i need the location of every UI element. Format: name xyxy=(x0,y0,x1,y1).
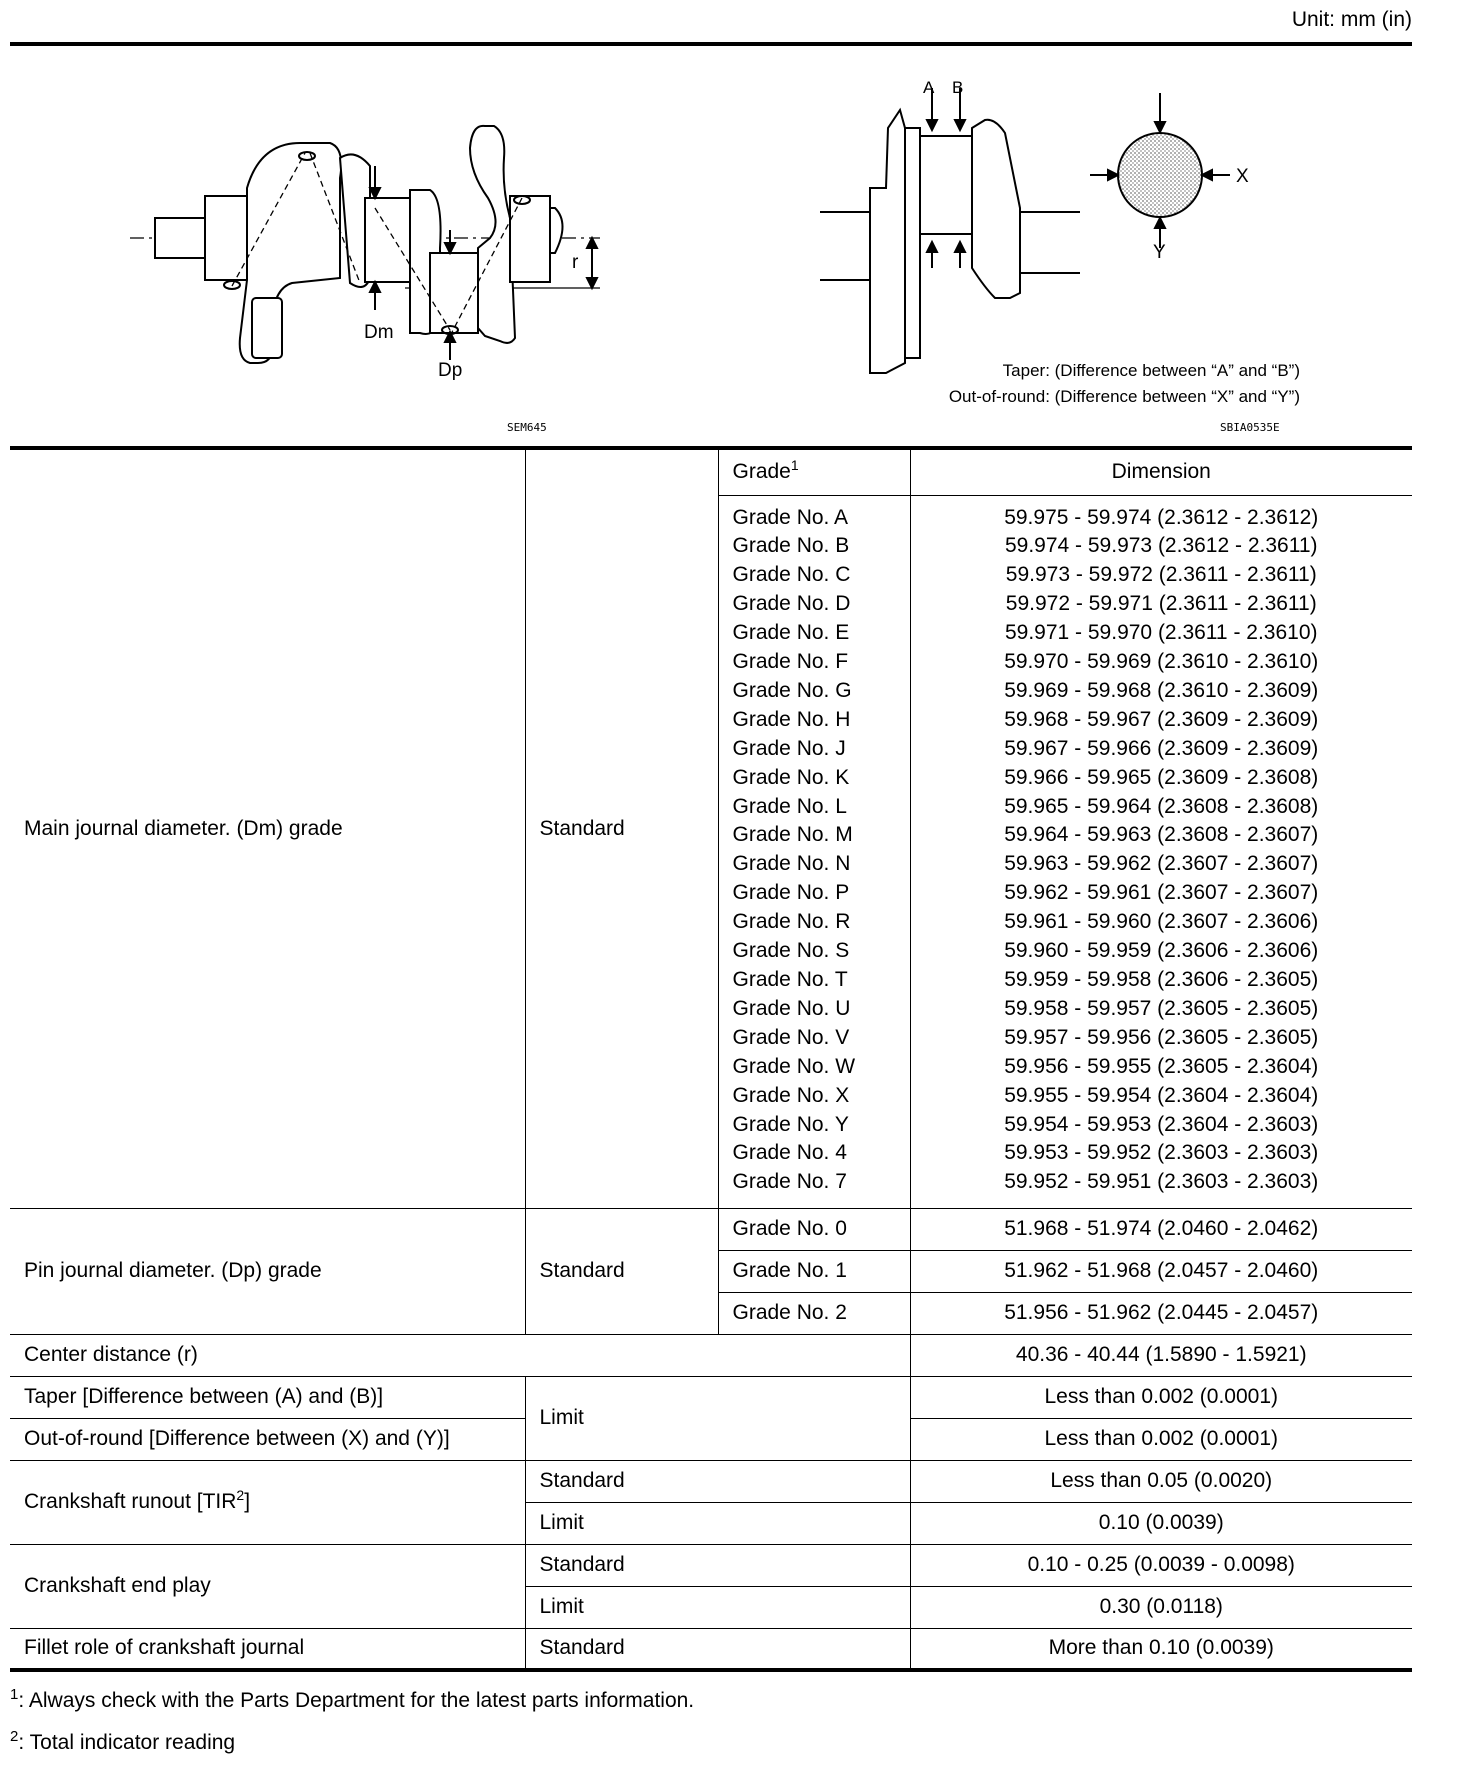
main-grade-item: Grade No. S xyxy=(732,939,850,963)
fillet-row xyxy=(10,1628,1412,1670)
main-dimension-item: 59.974 - 59.973 (2.3612 - 2.3611) xyxy=(1004,534,1318,558)
main-grade-item: Grade No. F xyxy=(732,650,849,674)
top-rule xyxy=(10,42,1412,46)
fillet-value: More than 0.10 (0.0039) xyxy=(910,1628,1412,1670)
main-grade-item: Grade No. U xyxy=(732,996,851,1020)
main-dimension-item: 59.967 - 59.966 (2.3609 - 2.3609) xyxy=(1004,736,1319,760)
y-label: Y xyxy=(1153,242,1166,263)
footnote-2: $^2$: Total indicator reading xyxy=(10,1728,236,1754)
main-grade-item: Grade No. N xyxy=(732,852,851,876)
main-grade-item: Grade No. H xyxy=(732,707,851,731)
main-dimension-item: 59.959 - 59.958 (2.3606 - 2.3605) xyxy=(1004,968,1319,991)
taper-note: Taper: (Difference between “A” and “B”) xyxy=(1002,361,1300,380)
main-dimension-item: 59.970 - 59.969 (2.3610 - 2.3610) xyxy=(1004,650,1319,674)
main-dimension-item: 59.956 - 59.955 (2.3605 - 2.3604) xyxy=(1004,1054,1319,1078)
main-dimension-item: 59.960 - 59.959 (2.3606 - 2.3606) xyxy=(1004,939,1319,963)
main-grade-item: Grade No. A xyxy=(732,505,849,529)
main-grade-item: Grade No. G xyxy=(732,678,852,702)
main-dimension-item: 59.958 - 59.957 (2.3605 - 2.3605) xyxy=(1004,996,1319,1020)
main-dimension-item: 59.971 - 59.970 (2.3611 - 2.3610) xyxy=(1004,621,1318,645)
main-grade-item: Grade No. B xyxy=(732,534,850,558)
out-of-round-label: Out-of-round [Difference between (X) and (Y)] xyxy=(10,1418,525,1460)
main-grade-item: Grade No. L xyxy=(732,794,847,818)
journal-measurement-diagram xyxy=(820,88,1230,373)
pin-grade-2: Grade No. 2 xyxy=(718,1292,910,1334)
pin-journal-row xyxy=(10,1208,1412,1250)
main-grade-item: Grade No. T xyxy=(732,968,848,991)
unit-label: Unit: mm (in) xyxy=(1291,8,1412,31)
end-play-limit-value: 0.30 (0.0118) xyxy=(910,1586,1412,1628)
a-label: A xyxy=(923,78,935,97)
runout-standard-label: Standard xyxy=(525,1460,910,1502)
runout-limit-value: 0.10 (0.0039) xyxy=(910,1502,1412,1544)
out-of-round-note: Out-of-round: (Difference between “X” and “Y”) xyxy=(948,387,1300,406)
main-journal-dimension-list xyxy=(910,495,1412,1208)
figure-code-right: SBIA0535E xyxy=(1220,421,1280,434)
end-play-label: Crankshaft end play xyxy=(10,1544,525,1628)
pin-journal-label: Pin journal diameter. (Dp) grade xyxy=(10,1208,525,1334)
center-distance-value: 40.36 - 40.44 (1.5890 - 1.5921) xyxy=(910,1334,1412,1376)
taper-oor-condition: Limit xyxy=(525,1376,910,1460)
pin-grade-0: Grade No. 0 xyxy=(718,1208,910,1250)
r-label: r xyxy=(572,252,579,273)
main-dimension-item: 59.954 - 59.953 (2.3604 - 2.3603) xyxy=(1004,1112,1319,1136)
pin-dimension-0: 51.968 - 51.974 (2.0460 - 2.0462) xyxy=(910,1208,1412,1250)
pin-dimension-2: 51.956 - 51.962 (2.0445 - 2.0457) xyxy=(910,1292,1412,1334)
grade-header: Grade$^1$ xyxy=(718,448,910,495)
main-grade-item: Grade No. W xyxy=(732,1054,856,1078)
pin-journal-condition: Standard xyxy=(525,1208,718,1334)
figure-code-left: SEM645 xyxy=(507,421,547,434)
center-distance-row xyxy=(10,1334,1412,1376)
main-dimension-item: 59.952 - 59.951 (2.3603 - 2.3603) xyxy=(1004,1170,1319,1194)
main-grade-item: Grade No. J xyxy=(732,736,846,760)
main-dimension-item: 59.963 - 59.962 (2.3607 - 2.3607) xyxy=(1004,852,1319,876)
footnote-1: $^1$: Always check with the Parts Department for the latest parts information. xyxy=(10,1686,695,1712)
main-journal-label: Main journal diameter. (Dm) grade xyxy=(24,816,343,840)
main-grade-item: Grade No. Y xyxy=(732,1112,849,1136)
fillet-label: Fillet role of crankshaft journal xyxy=(10,1628,525,1670)
main-dimension-item: 59.962 - 59.961 (2.3607 - 2.3607) xyxy=(1004,881,1319,905)
dm-label: Dm xyxy=(364,322,394,343)
main-grade-item: Grade No. E xyxy=(732,621,850,645)
main-dimension-item: 59.968 - 59.967 (2.3609 - 2.3609) xyxy=(1004,707,1319,731)
main-dimension-item: 59.973 - 59.972 (2.3611 - 2.3611) xyxy=(1005,563,1317,587)
end-play-standard-value: 0.10 - 0.25 (0.0039 - 0.0098) xyxy=(910,1544,1412,1586)
crankshaft-spec-table xyxy=(10,446,1412,1672)
main-dimension-item: 59.965 - 59.964 (2.3608 - 2.3608) xyxy=(1004,794,1319,818)
main-dimension-item: 59.969 - 59.968 (2.3610 - 2.3609) xyxy=(1004,678,1319,702)
end-play-limit-label: Limit xyxy=(525,1586,910,1628)
dp-label: Dp xyxy=(438,360,463,381)
pin-grade-1: Grade No. 1 xyxy=(718,1250,910,1292)
taper-label: Taper [Difference between (A) and (B)] xyxy=(10,1376,525,1418)
main-dimension-item: 59.975 - 59.974 (2.3612 - 2.3612) xyxy=(1004,505,1319,529)
runout-label: Crankshaft runout [TIR$^2$] xyxy=(10,1460,525,1544)
main-grade-item: Grade No. M xyxy=(732,823,853,847)
main-journal-grade-list xyxy=(718,495,910,1208)
taper-row xyxy=(10,1376,1412,1418)
runout-standard-value: Less than 0.05 (0.0020) xyxy=(910,1460,1412,1502)
table-header-row xyxy=(10,448,1412,495)
figure-area xyxy=(10,48,1412,448)
runout-limit-label: Limit xyxy=(525,1502,910,1544)
main-dimension-item: 59.957 - 59.956 (2.3605 - 2.3605) xyxy=(1004,1025,1319,1049)
main-dimension-item: 59.953 - 59.952 (2.3603 - 2.3603) xyxy=(1004,1141,1319,1165)
end-play-standard-row xyxy=(10,1544,1412,1586)
main-grade-item: Grade No. V xyxy=(732,1025,850,1049)
main-grade-item: Grade No. K xyxy=(732,765,850,789)
pin-dimension-1: 51.962 - 51.968 (2.0457 - 2.0460) xyxy=(910,1250,1412,1292)
end-play-standard-label: Standard xyxy=(525,1544,910,1586)
main-grade-item: Grade No. D xyxy=(732,592,851,616)
x-label: X xyxy=(1236,166,1249,187)
out-of-round-value: Less than 0.002 (0.0001) xyxy=(910,1418,1412,1460)
main-journal-condition: Standard xyxy=(525,448,718,1208)
main-grade-item: Grade No. 7 xyxy=(732,1170,847,1194)
taper-value: Less than 0.002 (0.0001) xyxy=(910,1376,1412,1418)
main-dimension-item: 59.964 - 59.963 (2.3608 - 2.3607) xyxy=(1004,823,1319,847)
main-dimension-item: 59.955 - 59.954 (2.3604 - 2.3604) xyxy=(1004,1083,1319,1107)
center-distance-label: Center distance (r) xyxy=(10,1334,910,1376)
main-dimension-item: 59.972 - 59.971 (2.3611 - 2.3611) xyxy=(1005,592,1317,616)
main-grade-item: Grade No. C xyxy=(732,563,851,587)
main-grade-item: Grade No. 4 xyxy=(732,1141,847,1165)
dimension-header: Dimension xyxy=(910,448,1412,495)
b-label: B xyxy=(952,78,964,97)
main-grade-item: Grade No. X xyxy=(732,1083,850,1107)
fillet-condition: Standard xyxy=(525,1628,910,1670)
main-dimension-item: 59.961 - 59.960 (2.3607 - 2.3606) xyxy=(1004,910,1319,934)
main-grade-item: Grade No. R xyxy=(732,910,851,934)
main-dimension-item: 59.966 - 59.965 (2.3609 - 2.3608) xyxy=(1004,765,1319,789)
runout-standard-row xyxy=(10,1460,1412,1502)
footnotes xyxy=(10,1680,694,1764)
main-grade-item: Grade No. P xyxy=(732,881,850,905)
crankshaft-illustrations xyxy=(10,48,1412,448)
